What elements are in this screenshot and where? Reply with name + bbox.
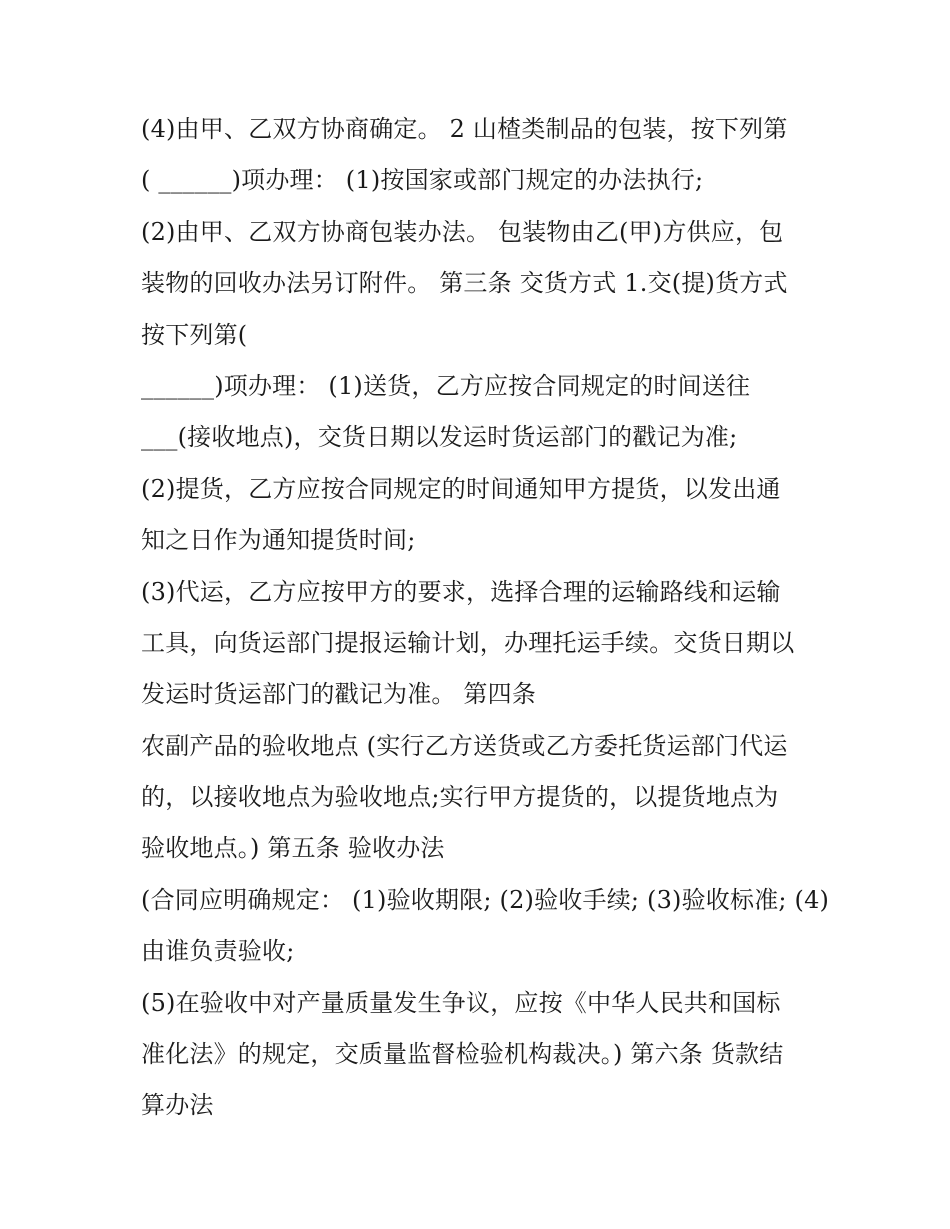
text-line: 农副产品的验收地点 (实行乙方送货或乙方委托货运部门代运 [141, 731, 788, 760]
text-line: (2)由甲、乙双方协商包装办法。 包装物由乙(甲)方供应，包 [141, 217, 784, 246]
text-line: (5)在验收中对产量质量发生争议，应按《中华人民共和国标 [141, 988, 781, 1017]
text-line: 的，以接收地点为验收地点;实行甲方提货的，以提货地点为 [141, 783, 779, 812]
text-line: ( ______)项办理： (1)按国家或部门规定的办法执行; [141, 166, 704, 195]
text-line: 装物的回收办法另订附件。 第三条 交货方式 1.交(提)货方式 [141, 269, 788, 298]
document-body [141, 104, 831, 1132]
text-line: (3)代运，乙方应按甲方的要求，选择合理的运输路线和运输 [141, 577, 781, 606]
text-line: 算办法 [141, 1091, 214, 1120]
text-line: (2)提货，乙方应按合同规定的时间通知甲方提货，以发出通 [141, 474, 781, 503]
text-line: 准化法》的规定，交质量监督检验机构裁决。) 第六条 货款结 [141, 1040, 784, 1069]
text-line: 发运时货运部门的戳记为准。 第四条 [141, 680, 537, 709]
text-line: ___(接收地点)，交货日期以发运时货运部门的戳记为准; [141, 423, 738, 452]
text-line: 工具，向货运部门提报运输计划，办理托运手续。交货日期以 [141, 628, 795, 657]
text-line: 验收地点。) 第五条 验收办法 [141, 834, 445, 863]
text-line: 由谁负责验收; [141, 937, 295, 966]
text-line: (4)由甲、乙双方协商确定。 2 山楂类制品的包装，按下列第 [141, 115, 788, 143]
text-line: ______)项办理： (1)送货，乙方应按合同规定的时间送往 [141, 371, 751, 400]
text-line: 知之日作为通知提货时间; [141, 526, 416, 555]
text-line: 按下列第( [141, 320, 248, 349]
text-line: (合同应明确规定： (1)验收期限; (2)验收手续; (3)验收标准; (4) [141, 885, 830, 914]
